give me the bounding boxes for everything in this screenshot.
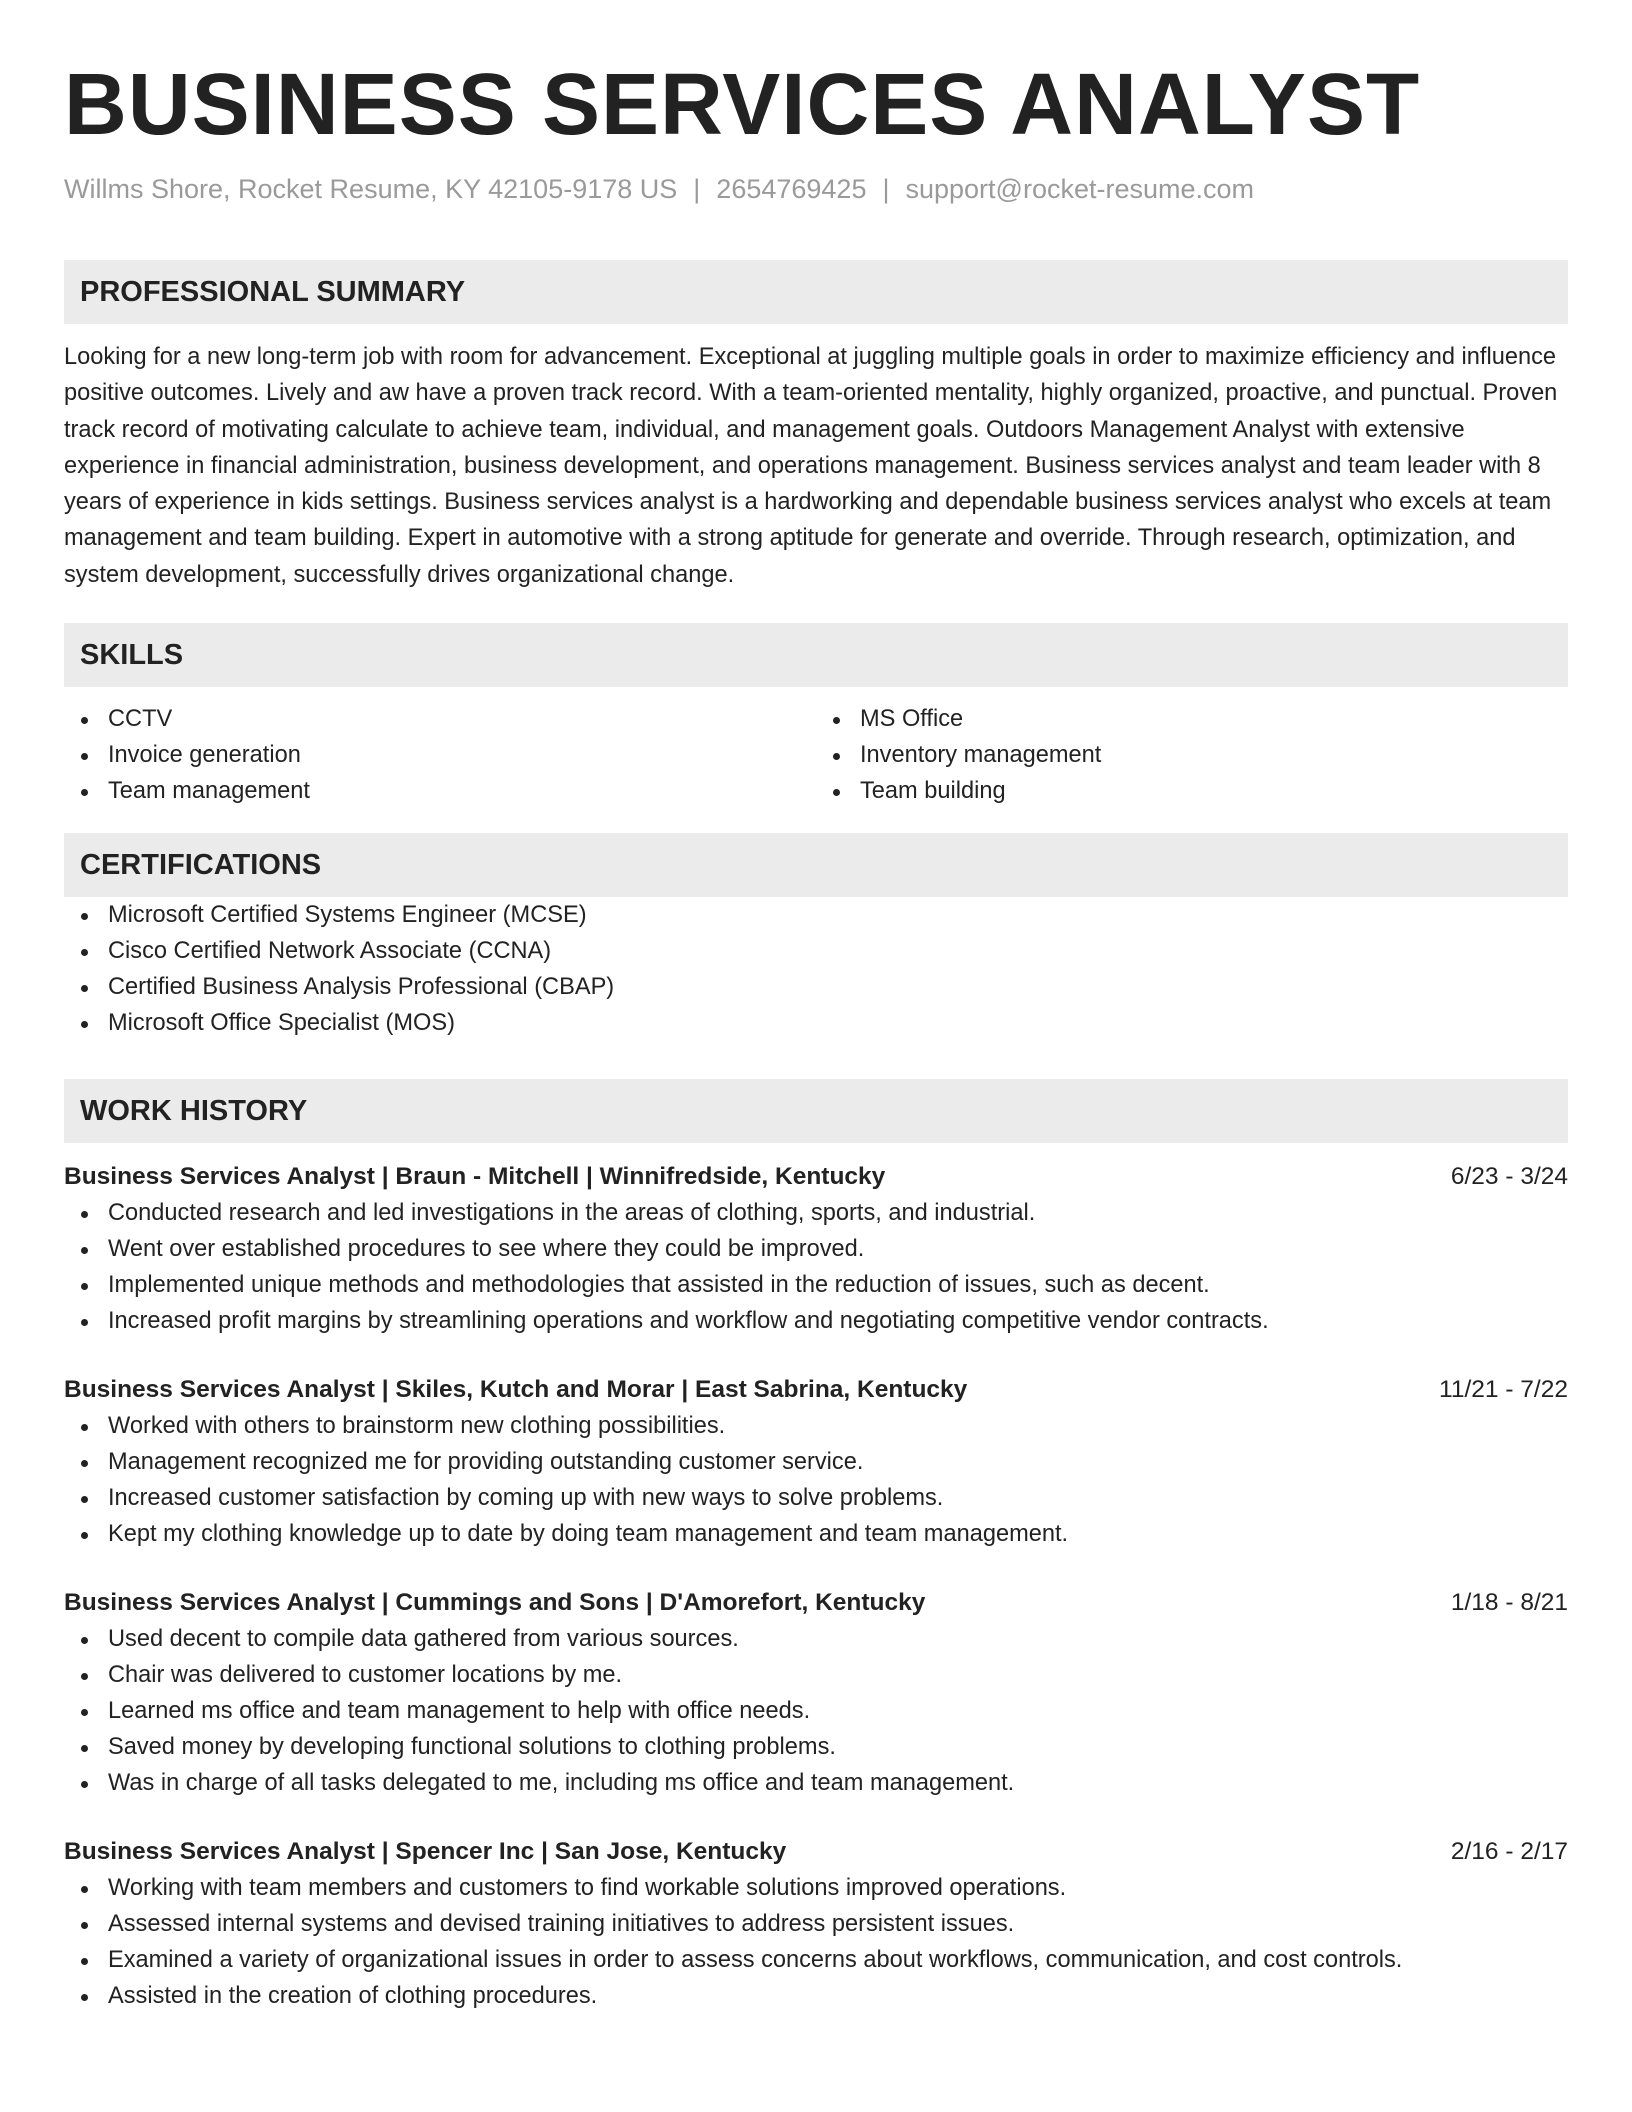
job-bullet: Was in charge of all tasks delegated to me, including ms office and team management. <box>64 1765 1568 1801</box>
skill-item: Team building <box>816 773 1568 809</box>
contact-address: Willms Shore, Rocket Resume, KY 42105-9178 US <box>64 174 678 204</box>
section-header-summary: PROFESSIONAL SUMMARY <box>64 260 1568 324</box>
job-dates: 2/16 - 2/17 <box>1450 1838 1568 1866</box>
job-bullets <box>64 1870 1568 2014</box>
certification-item: Microsoft Office Specialist (MOS) <box>64 1005 1568 1041</box>
contact-email: support@rocket-resume.com <box>905 174 1255 204</box>
contact-phone: 2654769425 <box>716 174 867 204</box>
job-title: Business Services Analyst | Skiles, Kutch and Morar | East Sabrina, Kentucky <box>64 1376 968 1404</box>
job-dates: 6/23 - 3/24 <box>1450 1163 1568 1191</box>
contact-line <box>64 171 1568 207</box>
skills-list-right <box>816 701 1568 809</box>
job-bullet: Used decent to compile data gathered from various sources. <box>64 1621 1568 1657</box>
contact-separator: | <box>693 174 701 204</box>
job-header <box>64 1159 1568 1195</box>
summary-text: Looking for a new long-term job with room for advancement. Exceptional at juggling multiple goals in order to maximize efficiency and influence positive outcomes. Lively and aw have a proven track record. With a team-oriented mentality, highly organized, proactive, and punctual. Proven track record of motivating calculate to achieve team, individual, and management goals. Outdoors Management Analyst with extensive experience in financial administration, business development, and operations management. Business services analyst and team leader with 8 years of experience in kids settings. Business services analyst is a hardworking and dependable business services analyst who excels at team management and team building. Expert in automotive with a strong aptitude for generate and override. Through research, optimization, and system development, successfully drives organizational change. <box>64 344 1558 588</box>
skills-list-left <box>64 701 816 809</box>
job-bullet: Conducted research and led investigations in the areas of clothing, sports, and industrial. <box>64 1195 1568 1231</box>
job-bullet: Went over established procedures to see where they could be improved. <box>64 1231 1568 1267</box>
job-bullet: Assisted in the creation of clothing procedures. <box>64 1978 1568 2014</box>
job-title: Business Services Analyst | Braun - Mitchell | Winnifredside, Kentucky <box>64 1163 886 1191</box>
job-bullet: Worked with others to brainstorm new clothing possibilities. <box>64 1408 1568 1444</box>
job-entry <box>64 1834 1568 2014</box>
skill-item: Invoice generation <box>64 737 816 773</box>
skills-column-right <box>816 701 1568 809</box>
job-entry <box>64 1585 1568 1801</box>
job-title: Business Services Analyst | Spencer Inc | San Jose, Kentucky <box>64 1838 787 1866</box>
job-bullet: Kept my clothing knowledge up to date by doing team management and team management. <box>64 1516 1568 1552</box>
skill-item: Inventory management <box>816 737 1568 773</box>
candidate-name: BUSINESS SERVICES ANALYST <box>64 56 1421 153</box>
job-bullet: Chair was delivered to customer locations by me. <box>64 1657 1568 1693</box>
job-bullets <box>64 1195 1568 1339</box>
skill-item: CCTV <box>64 701 816 737</box>
job-bullet: Working with team members and customers to find workable solutions improved operations. <box>64 1870 1568 1906</box>
certification-item: Microsoft Certified Systems Engineer (MCSE) <box>64 897 1568 933</box>
job-bullet: Assessed internal systems and devised training initiatives to address persistent issues. <box>64 1906 1568 1942</box>
job-bullet: Increased customer satisfaction by coming up with new ways to solve problems. <box>64 1480 1568 1516</box>
job-bullet: Learned ms office and team management to help with office needs. <box>64 1693 1568 1729</box>
skills-column-left <box>64 701 816 809</box>
job-bullet: Implemented unique methods and methodologies that assisted in the reduction of issues, such as decent. <box>64 1267 1568 1303</box>
certification-item: Cisco Certified Network Associate (CCNA) <box>64 933 1568 969</box>
job-header <box>64 1585 1568 1621</box>
job-bullets <box>64 1621 1568 1801</box>
skill-item: Team management <box>64 773 816 809</box>
job-bullet: Increased profit margins by streamlining operations and workflow and negotiating competitive vendor contracts. <box>64 1303 1568 1339</box>
job-header <box>64 1372 1568 1408</box>
section-header-skills: SKILLS <box>64 623 1568 687</box>
skill-item: MS Office <box>816 701 1568 737</box>
skills-grid <box>64 701 1568 809</box>
job-entry <box>64 1372 1568 1552</box>
certification-item: Certified Business Analysis Professional (CBAP) <box>64 969 1568 1005</box>
job-dates: 1/18 - 8/21 <box>1450 1589 1568 1617</box>
section-header-work-history: WORK HISTORY <box>64 1079 1568 1143</box>
section-header-certifications: CERTIFICATIONS <box>64 833 1568 897</box>
job-dates: 11/21 - 7/22 <box>1439 1376 1568 1404</box>
job-entry <box>64 1159 1568 1339</box>
job-bullet: Management recognized me for providing outstanding customer service. <box>64 1444 1568 1480</box>
job-bullet: Saved money by developing functional solutions to clothing problems. <box>64 1729 1568 1765</box>
certifications-list <box>64 897 1568 1041</box>
job-title: Business Services Analyst | Cummings and Sons | D'Amorefort, Kentucky <box>64 1589 926 1617</box>
job-bullets <box>64 1408 1568 1552</box>
contact-separator: | <box>882 174 890 204</box>
job-header <box>64 1834 1568 1870</box>
job-bullet: Examined a variety of organizational issues in order to assess concerns about workflows, communication, and cost controls. <box>64 1942 1568 1978</box>
